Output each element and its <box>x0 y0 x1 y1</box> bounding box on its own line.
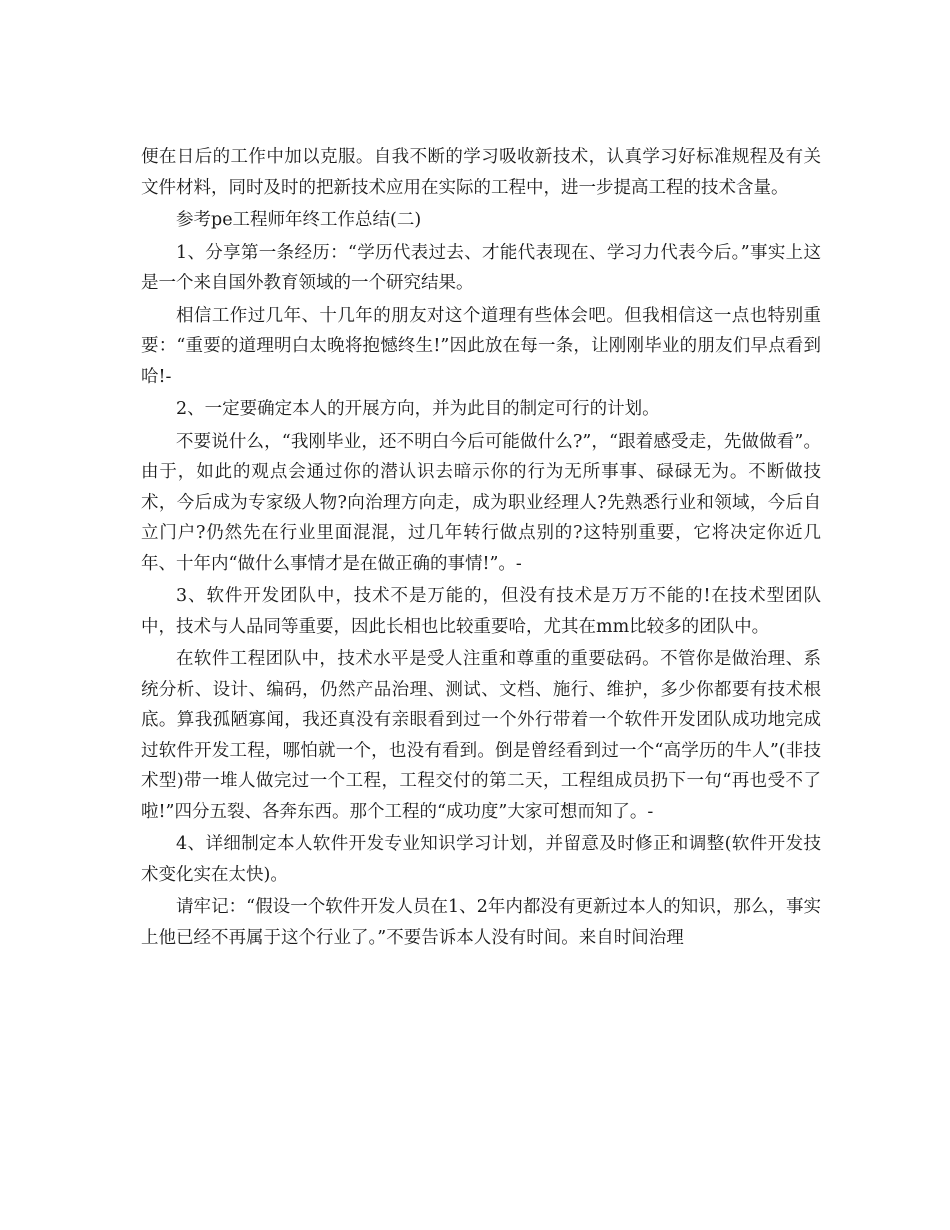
paragraph-point-4: 4、详细制定本人软件开发专业知识学习计划，并留意及时修正和调整(软件开发技术变化实在太快)。 <box>141 834 821 885</box>
section-heading: 参考pe工程师年终工作总结(二) <box>176 210 422 230</box>
paragraph-point-4-detail: 请牢记：“假设一个软件开发人员在1、2年内都没有更新过本人的知识，那么，事实上他已经不再属于这个行业了。”不要告诉本人没有时间。来自时间治理 <box>141 897 821 948</box>
paragraph-point-3: 3、软件开发团队中，技术不是万能的，但没有技术是万万不能的!在技术型团队中，技术与人品同等重要，因此长相也比较重要哈，尤其在mm比较多的团队中。 <box>141 586 821 637</box>
paragraph-point-3-detail: 在软件工程团队中，技术水平是受人注重和尊重的重要砝码。不管你是做治理、系统分析、设计、编码，仍然产品治理、测试、文档、施行、维护，多少你都要有技术根底。算我孤陋寡闻，我还真没有亲眼看到过一个外行带着一个软件开发团队成功地完成过软件开发工程，哪怕就一个，也没有看到。倒是曾经看到过一个“高学历的牛人”(非技术型)带一堆人做完过一个工程，工程交付的第二天，工程组成员扔下一句“再也受不了啦!”四分五裂、各奔东西。那个工程的“成功度”大家可想而知了。- <box>141 649 821 822</box>
document-body <box>141 142 821 955</box>
paragraph-point-1: 1、分享第一条经历：“学历代表过去、才能代表现在、学习力代表今后。”事实上这是一个来自国外教育领域的一个研究结果。 <box>141 242 821 293</box>
paragraph-continuation: 便在日后的工作中加以克服。自我不断的学习吸收新技术，认真学习好标准规程及有关文件材料，同时及时的把新技术应用在实际的工程中，进一步提高工程的技术含量。 <box>141 147 821 198</box>
paragraph-point-2: 2、一定要确定本人的开展方向，并为此目的制定可行的计划。 <box>176 399 660 419</box>
paragraph-point-1-detail: 相信工作过几年、十几年的朋友对这个道理有些体会吧。但我相信这一点也特别重要：“重要的道理明白太晚将抱憾终生!”因此放在每一条，让刚刚毕业的朋友们早点看到哈!- <box>141 305 821 387</box>
paragraph-point-2-detail: 不要说什么，“我刚毕业，还不明白今后可能做什么?”，“跟着感受走，先做做看”。由于，如此的观点会通过你的潜认识去暗示你的行为无所事事、碌碌无为。不断做技术，今后成为专家级人物?向治理方向走，成为职业经理人?先熟悉行业和领域，今后自立门户?仍然先在行业里面混混，过几年转行做点别的?这特别重要，它将决定你近几年、十年内“做什么事情才是在做正确的事情!”。- <box>141 431 821 574</box>
